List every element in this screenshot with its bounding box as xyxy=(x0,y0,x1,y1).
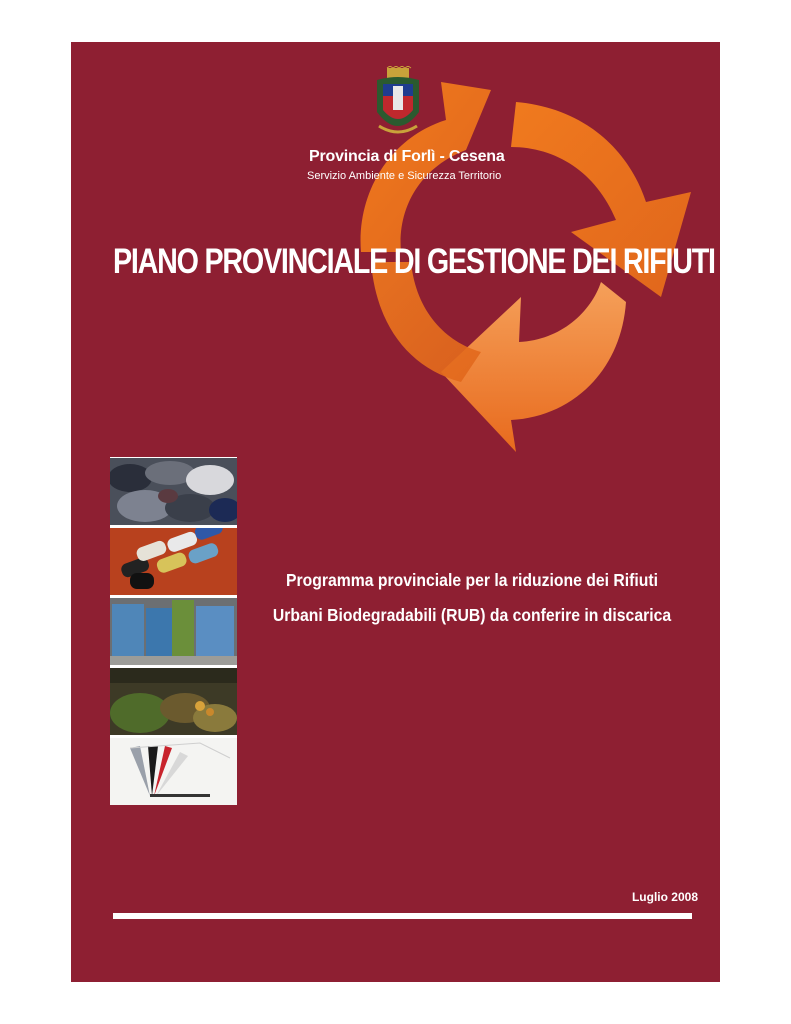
bins-photo xyxy=(110,598,237,665)
coat-of-arms-icon xyxy=(373,66,423,142)
cover-page xyxy=(71,42,720,982)
subtitle-line-2: Urbani Biodegradabili (RUB) da conferire in discarica xyxy=(272,605,672,625)
photo-strip xyxy=(110,457,237,805)
paper-photo xyxy=(110,738,237,805)
bag-rolls-photo xyxy=(110,528,237,595)
subtitle-line-1: Programma provinciale per la riduzione dei Rifiuti xyxy=(286,570,658,590)
department-name: Servizio Ambiente e Sicurezza Territorio xyxy=(307,170,502,182)
organization-name: Provincia di Forlì - Cesena xyxy=(309,148,505,165)
waste-bags-photo xyxy=(110,458,237,525)
publication-date: Luglio 2008 xyxy=(631,890,698,904)
document-title: PIANO PROVINCIALE DI GESTIONE DEI RIFIUTI xyxy=(113,242,715,281)
compost-photo xyxy=(110,668,237,735)
footer-rule xyxy=(113,913,692,919)
